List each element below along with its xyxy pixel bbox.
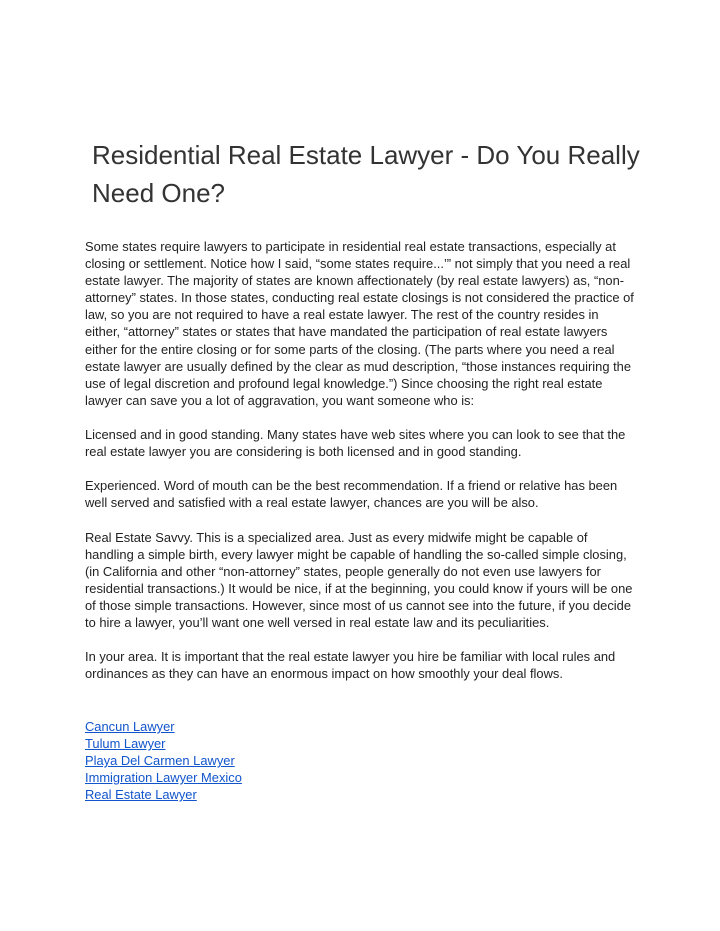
link-tulum-lawyer[interactable]: Tulum Lawyer bbox=[85, 736, 166, 752]
paragraph-savvy: Real Estate Savvy. This is a specialized area. Just as every midwife might be capable of handling a simple birth, every lawyer might be capable of handling the so-called simple closing, (in California and other “non-attorney” states, people generally do not even use lawyers for residential transactions.) It would be nice, if at the beginning, you could know if yours will be one of those simple transactions. However, since most of us cannot see into the future, if you decide to hire a lawyer, you’ll want one well versed in real estate law and its peculiarities. bbox=[85, 529, 633, 631]
link-immigration-lawyer-mexico[interactable]: Immigration Lawyer Mexico bbox=[85, 770, 242, 786]
paragraph-licensed: Licensed and in good standing. Many states have web sites where you can look to see that the real estate lawyer you are considering is both licensed and in good standing. bbox=[85, 427, 626, 460]
page-title: Residential Real Estate Lawyer - Do You Really Need One? bbox=[92, 140, 640, 208]
link-playa-del-carmen-lawyer[interactable]: Playa Del Carmen Lawyer bbox=[85, 753, 235, 769]
link-real-estate-lawyer[interactable]: Real Estate Lawyer bbox=[85, 787, 197, 803]
paragraph-area: In your area. It is important that the real estate lawyer you hire be familiar with local rules and ordinances as they can have an enormous impact on how smoothly your deal flows. bbox=[85, 649, 616, 682]
paragraph-experienced: Experienced. Word of mouth can be the best recommendation. If a friend or relative has been well served and satisfied with a real estate lawyer, chances are you will be also. bbox=[85, 478, 618, 511]
link-list bbox=[85, 718, 242, 803]
paragraph-intro: Some states require lawyers to participate in residential real estate transactions, especially at closing or settlement. Notice how I said, “some states require...’” not simply that you need a real estate lawyer. The majority of states are known affectionately (by real estate lawyers) as, “non-attorney” states. In those states, conducting real estate closings is not considered the practice of law, so you are not required to have a real estate lawyer. The rest of the country resides in either, “attorney” states or states that have mandated the participation of real estate lawyers either for the entire closing or for some parts of the closing. (The parts where you need a real estate lawyer are usually defined by the clear as mud description, “those instances requiring the use of legal discretion and profound legal knowledge.”) Since choosing the right real estate lawyer can save you a lot of aggravation, you want someone who is: bbox=[85, 239, 634, 408]
link-cancun-lawyer[interactable]: Cancun Lawyer bbox=[85, 719, 175, 734]
document-body bbox=[85, 238, 637, 700]
